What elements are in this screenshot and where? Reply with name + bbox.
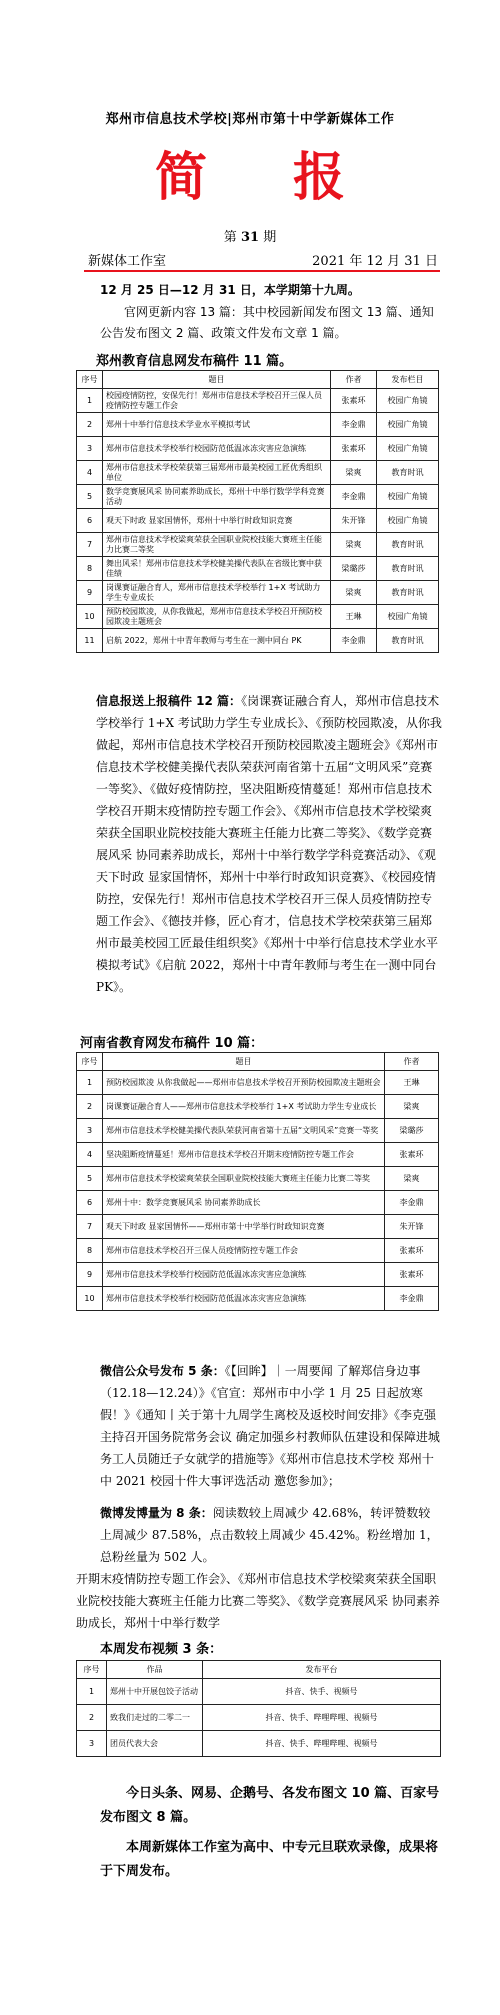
table-row	[77, 1239, 439, 1263]
table-cell: 8	[77, 1239, 103, 1263]
weibo-paragraph	[100, 1502, 440, 1568]
table-cell: 梁璐莎	[385, 1119, 439, 1143]
table-cell: 观天下时政 显家国情怀——郑州市第十中学举行时政知识竞赛	[103, 1215, 385, 1239]
wechat-lead: 微信公众号发布 5 条：	[100, 1364, 225, 1378]
table-cell: 2	[77, 1705, 107, 1731]
table-cell: 校园广角镜	[377, 485, 439, 509]
issue-number	[0, 226, 500, 245]
col-work: 作品	[107, 1661, 203, 1679]
col-title: 题目	[103, 1053, 385, 1071]
table-row	[77, 1679, 441, 1705]
table-cell: 张素环	[385, 1143, 439, 1167]
col-index: 序号	[77, 371, 103, 389]
briefing-title: 简 报	[154, 147, 380, 208]
table-cell: 郑州市信息技术学校举行校园防范低温冰冻灾害应急演练	[103, 1263, 385, 1287]
col-index: 序号	[77, 1053, 103, 1071]
table-cell: 校园广角镜	[377, 605, 439, 629]
zz-edu-header-row	[77, 371, 439, 389]
table-cell: 李金鼎	[385, 1287, 439, 1311]
site-update-paragraph: 官网更新内容 13 篇：其中校园新闻发布图文 13 篇、通知公告发布图文 2 篇、政策文件发布文章 1 篇。	[100, 305, 434, 340]
henan-edu-heading: 河南省教育网发布稿件 10 篇：	[80, 1036, 264, 1051]
table-cell: 李金鼎	[331, 413, 377, 437]
table-cell: 4	[77, 1143, 103, 1167]
table-row	[77, 389, 439, 413]
table-cell: 梁爽	[385, 1095, 439, 1119]
masthead-divider	[84, 270, 440, 272]
table-cell: 3	[77, 1119, 103, 1143]
issue-value: 31	[240, 230, 260, 245]
table-cell: 张素环	[331, 437, 377, 461]
video-heading: 本周发布视频 3 条：	[100, 1642, 223, 1657]
table-row	[77, 1095, 439, 1119]
table-cell: 梁爽	[385, 1167, 439, 1191]
table-row	[77, 437, 439, 461]
table-cell: 预防校园欺凌 从你我做起——郑州市信息技术学校召开预防校园欺凌主题班会	[103, 1071, 385, 1095]
table-row	[77, 1263, 439, 1287]
table-row	[77, 1731, 441, 1757]
info-report-paragraph	[96, 690, 442, 998]
table-cell: 教育时讯	[377, 461, 439, 485]
table-cell: 王琳	[331, 605, 377, 629]
table-cell: 观天下时政 显家国情怀，郑州十中举行时政知识竞赛	[103, 509, 331, 533]
col-author: 作者	[385, 1053, 439, 1071]
table-cell: 李金鼎	[331, 629, 377, 653]
issue-suffix: 期	[263, 230, 277, 245]
henan-edu-table	[76, 1052, 439, 1311]
table-row	[77, 533, 439, 557]
table-cell: 校园广角镜	[377, 509, 439, 533]
col-author: 作者	[331, 371, 377, 389]
table-cell: 王琳	[385, 1071, 439, 1095]
table-cell: 郑州市信息技术学校荣获第三届郑州市最美校园工匠优秀组织单位	[103, 461, 331, 485]
info-report-body: 《岗课赛证融合育人，郑州市信息技术学校举行 1+X 考试助力学生专业成长》、《预防校园欺凌，从你我做起，郑州市信息技术学校召开预防校园欺凌主题班会》《郑州市信息技术学校健美操代表队荣获河南省第十五届“文明风采”竞赛一等奖》、《做好疫情防控，坚决阻断疫情蔓延！郑州市信息技术学校召开期末疫情防控专题工作会》、《郑州市信息技术学校梁爽荣获全国职业院校技能大赛班主任能力比赛二等奖》、《数学竞赛展风采 协同素养助成长，郑州十中举行数学学科竞赛活动》、《观天下时政 显家国情怀，郑州十中举行时政知识竞赛》、《校园疫情防控，安保先行！郑州市信息技术学校召开三保人员疫情防控专题工作会》、《德技并修，匠心育才，信息技术学校荣获第三届郑州市最美校园工匠最佳组织奖》《郑州十中举行信息技术学业水平模拟考试》《启航 2022，郑州十中青年教师与考生在一测中同台 PK》。	[96, 694, 442, 994]
col-title: 题目	[103, 371, 331, 389]
week-line: 12 月 25 日—12 月 31 日，本学期第十九周。	[100, 283, 360, 297]
table-cell: 3	[77, 437, 103, 461]
col-platform: 发布平台	[203, 1661, 441, 1679]
table-cell: 朱开锋	[385, 1215, 439, 1239]
table-row	[77, 1071, 439, 1095]
table-cell: 岗课赛证融合育人——郑州市信息技术学校举行 1+X 考试助力学生专业成长	[103, 1095, 385, 1119]
issue-date: 2021 年 12 月 31 日	[312, 254, 438, 269]
wechat-paragraph	[100, 1360, 440, 1492]
table-cell: 教育时讯	[377, 629, 439, 653]
video-header-row	[77, 1661, 441, 1679]
weibo-extra-paragraph: 开期末疫情防控专题工作会》、《郑州市信息技术学校梁爽荣获全国职业院校技能大赛班主任能力比赛二等奖》、《数学竞赛展风采 协同素养助成长，郑州十中举行数学	[76, 1572, 440, 1630]
table-row	[77, 557, 439, 581]
table-cell: 郑州市信息技术学校举行校园防范低温冰冻灾害应急演练	[103, 1287, 385, 1311]
table-cell: 梁爽	[331, 581, 377, 605]
video-table	[76, 1660, 441, 1757]
table-cell: 校园广角镜	[377, 437, 439, 461]
table-cell: 1	[77, 1679, 107, 1705]
zz-edu-heading: 郑州教育信息网发布稿件 11 篇。	[96, 354, 293, 369]
table-cell: 数学竞赛展风采 协同素养助成长，郑州十中举行数学学科竞赛活动	[103, 485, 331, 509]
table-cell: 岗课赛证融合育人，郑州市信息技术学校举行 1+X 考试助力学生专业成长	[103, 581, 331, 605]
table-cell: 7	[77, 1215, 103, 1239]
wechat-body: 《【回眸】｜一周要闻 了解郑信身边事（12.18—12.24）》《官宣：郑州市中小学 1 月 25 日起放寒假！》《通知丨关于第十九周学生离校及返校时间安排》《李克强主持召开国务院常务会议 确定加强乡村教师队伍建设和保障进城务工人员随迁子女就学的措施等》《郑州市信息技术学校 郑州十中 2021 校园十件大事评选活动 邀您参加》；	[100, 1364, 440, 1488]
table-cell: 致我们走过的二零二一	[107, 1705, 203, 1731]
table-cell: 张素环	[385, 1263, 439, 1287]
table-row	[77, 629, 439, 653]
table-cell: 李金鼎	[331, 485, 377, 509]
info-report-lead: 信息报送上报稿件 12 篇：	[96, 694, 242, 708]
table-cell: 8	[77, 557, 103, 581]
table-cell: 教育时讯	[377, 581, 439, 605]
table-cell: 5	[77, 1167, 103, 1191]
table-cell: 7	[77, 533, 103, 557]
table-cell: 2	[77, 413, 103, 437]
table-row	[77, 1167, 439, 1191]
table-cell: 郑州市信息技术学校举行校园防范低温冰冻灾害应急演练	[103, 437, 331, 461]
table-cell: 张素环	[331, 389, 377, 413]
table-cell: 1	[77, 1071, 103, 1095]
table-row	[77, 413, 439, 437]
table-cell: 10	[77, 605, 103, 629]
table-cell: 团员代表大会	[107, 1731, 203, 1757]
table-row	[77, 1143, 439, 1167]
platform-summary: 今日头条、网易、企鹅号、各发布图文 10 篇、百家号发布图文 8 篇。	[100, 1786, 440, 1825]
table-cell: 10	[77, 1287, 103, 1311]
table-row	[77, 581, 439, 605]
zz-edu-table	[76, 370, 439, 653]
office-name: 新媒体工作室	[88, 254, 167, 269]
col-column: 发布栏目	[377, 371, 439, 389]
table-cell: 郑州市信息技术学校梁爽荣获全国职业院校技能大赛班主任能力比赛二等奖	[103, 533, 331, 557]
table-cell: 梁爽	[331, 533, 377, 557]
table-cell: 4	[77, 461, 103, 485]
table-cell: 李金鼎	[385, 1191, 439, 1215]
table-cell: 9	[77, 1263, 103, 1287]
table-row	[77, 485, 439, 509]
table-cell: 3	[77, 1731, 107, 1757]
table-cell: 校园广角镜	[377, 389, 439, 413]
table-row	[77, 1119, 439, 1143]
table-cell: 郑州十中举行信息技术学业水平模拟考试	[103, 413, 331, 437]
table-cell: 郑州市信息技术学校召开三保人员疫情防控专题工作会	[103, 1239, 385, 1263]
table-row	[77, 1705, 441, 1731]
table-cell: 朱开锋	[331, 509, 377, 533]
masthead-meta	[88, 250, 438, 269]
table-row	[77, 509, 439, 533]
table-cell: 梁爽	[331, 461, 377, 485]
table-row	[77, 1287, 439, 1311]
table-cell: 校园广角镜	[377, 413, 439, 437]
recording-note: 本周新媒体工作室为高中、中专元旦联欢录像，成果将于下周发布。	[100, 1840, 439, 1879]
organization-name: 郑州市信息技术学校|郑州市第十中学新媒体工作	[105, 112, 395, 127]
table-cell: 启航 2022，郑州十中青年教师与考生在一测中同台 PK	[103, 629, 331, 653]
table-cell: 校园疫情防控，安保先行！郑州市信息技术学校召开三保人员疫情防控专题工作会	[103, 389, 331, 413]
table-cell: 抖音、快手、哔哩哔哩、视频号	[203, 1705, 441, 1731]
table-cell: 教育时讯	[377, 533, 439, 557]
table-cell: 11	[77, 629, 103, 653]
table-cell: 1	[77, 389, 103, 413]
table-cell: 预防校园欺凌，从你我做起，郑州市信息技术学校召开预防校园欺凌主题班会	[103, 605, 331, 629]
table-row	[77, 461, 439, 485]
table-cell: 郑州十中：数学竞赛展风采 协同素养助成长	[103, 1191, 385, 1215]
table-cell: 坚决阻断疫情蔓延！郑州市信息技术学校召开期末疫情防控专题工作会	[103, 1143, 385, 1167]
table-cell: 6	[77, 509, 103, 533]
table-cell: 郑州市信息技术学校梁爽荣获全国职业院校技能大赛班主任能力比赛二等奖	[103, 1167, 385, 1191]
table-cell: 抖音、快手、视频号	[203, 1679, 441, 1705]
table-row	[77, 1215, 439, 1239]
henan-edu-header-row	[77, 1053, 439, 1071]
table-cell: 9	[77, 581, 103, 605]
table-cell: 郑州市信息技术学校健美操代表队荣获河南省第十五届“文明风采”竞赛一等奖	[103, 1119, 385, 1143]
col-index: 序号	[77, 1661, 107, 1679]
table-cell: 抖音、快手、哔哩哔哩、视频号	[203, 1731, 441, 1757]
table-cell: 舞出风采！郑州市信息技术学校健美操代表队在省级比赛中获佳绩	[103, 557, 331, 581]
table-cell: 郑州十中开展包饺子活动	[107, 1679, 203, 1705]
table-cell: 教育时讯	[377, 557, 439, 581]
table-cell: 2	[77, 1095, 103, 1119]
weibo-body: 阅读数较上周减少 42.68%，转评赞数较上周减少 87.58%，点击数较上周减少 45.42%。粉丝增加 1，总粉丝量为 502 人。	[100, 1506, 439, 1564]
table-cell: 6	[77, 1191, 103, 1215]
table-row	[77, 605, 439, 629]
table-cell: 梁璐莎	[331, 557, 377, 581]
table-cell: 5	[77, 485, 103, 509]
table-row	[77, 1191, 439, 1215]
weibo-lead: 微博发博量为 8 条：	[100, 1506, 213, 1520]
table-cell: 张素环	[385, 1239, 439, 1263]
issue-prefix: 第	[223, 230, 237, 245]
